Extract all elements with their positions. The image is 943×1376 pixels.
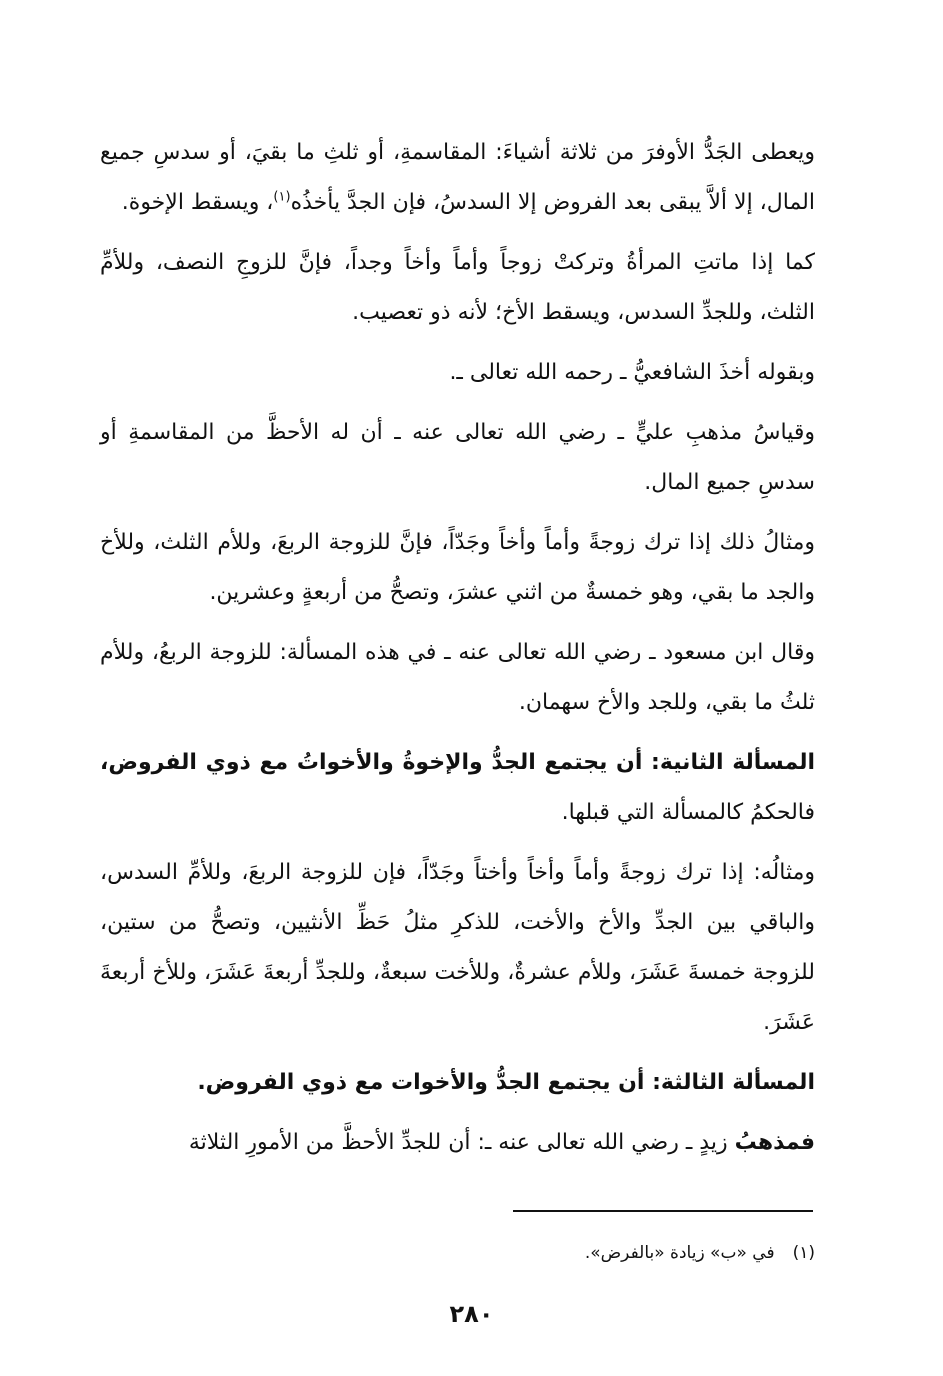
paragraph-1 bbox=[100, 128, 815, 228]
paragraph-5-text: ومثالُ ذلك إذا ترك زوجةً وأماً وأخاً وجَدّاً، فإنَّ للزوجة الربعَ، وللأم الثلث، وللأخ والجد ما بقي، وهو خمسةٌ من اثني عشرَ، وتصحُّ من أربعةٍ وعشرين. bbox=[100, 530, 815, 605]
footnote-text: في «ب» زيادة «بالفرض». bbox=[584, 1243, 775, 1263]
paragraph-4 bbox=[100, 408, 815, 508]
footnote-divider bbox=[513, 1210, 813, 1212]
paragraph-6 bbox=[100, 628, 815, 728]
paragraph-5 bbox=[100, 518, 815, 618]
paragraph-10-text: زيدٍ ـ رضي الله تعالى عنه ـ: أن للجدِّ الأحظَّ من الأمورِ الثلاثة bbox=[188, 1130, 735, 1155]
paragraph-8-text: ومثالُه: إذا ترك زوجةً وأماً وأخاً وأختاً وجَدّاً، فإن للزوجة الربعَ، وللأمِّ السدس، والباقي بين الجدِّ والأخ والأخت، للذكرِ مثلُ حَظِّ الأنثيين، وتصحُّ من ستين، للزوجة خمسةَ عَشَرَ، وللأم عشرةٌ، وللأخت سبعةٌ، وللجدِّ أربعةَ عَشَرَ، وللأخ أربعةَ عَشَرَ. bbox=[100, 860, 815, 1035]
paragraph-3-text: وبقوله أخذَ الشافعيُّ ـ رحمه الله تعالى ـ. bbox=[449, 360, 815, 385]
paragraph-8 bbox=[100, 848, 815, 1048]
footnote bbox=[585, 1238, 815, 1268]
section-heading-2 bbox=[100, 738, 815, 838]
footnote-ref-1[interactable]: (١) bbox=[273, 189, 291, 205]
paragraph-2 bbox=[100, 238, 815, 338]
paragraph-2-text: كما إذا ماتتِ المرأةُ وتركتْ زوجاً وأماً وأخاً وجداً، فإنَّ للزوجِ النصف، وللأمِّ الثلث، وللجدِّ السدس، ويسقط الأخ؛ لأنه ذو تعصيب. bbox=[100, 250, 815, 325]
section-heading-2-lead: المسألة الثانية: أن يجتمع الجدُّ والإخوةُ والأخواتُ مع ذوي الفروض، bbox=[100, 750, 815, 775]
section-heading-3 bbox=[100, 1058, 815, 1108]
footnote-number: (١) bbox=[792, 1243, 815, 1263]
paragraph-1-text: ويعطى الجَدُّ الأوفرَ من ثلاثة أشياءَ: المقاسمةِ، أو ثلثِ ما بقيَ، أو سدسِ جميع المال، إلا ألاَّ يبقى بعد الفروض إلا السدسُ، فإن الجدَّ يأخذُه bbox=[100, 140, 815, 215]
paragraph-3 bbox=[100, 348, 815, 398]
paragraph-6-text: وقال ابن مسعود ـ رضي الله تعالى عنه ـ في هذه المسألة: للزوجة الربعُ، وللأم ثلثُ ما بقي، وللجد والأخ سهمان. bbox=[100, 640, 815, 715]
page-number: ٢٨٠ bbox=[449, 1300, 494, 1328]
paragraph-1-tail: ، ويسقط الإخوة. bbox=[121, 190, 274, 215]
paragraph-10 bbox=[100, 1118, 815, 1168]
page-body bbox=[100, 128, 815, 1178]
section-heading-2-text: فالحكمُ كالمسألة التي قبلها. bbox=[561, 800, 815, 825]
paragraph-10-lead: فمذهبُ bbox=[734, 1130, 815, 1155]
section-heading-3-lead: المسألة الثالثة: أن يجتمع الجدُّ والأخوات مع ذوي الفروض. bbox=[197, 1070, 815, 1095]
paragraph-4-text: وقياسُ مذهبِ عليٍّ ـ رضي الله تعالى عنه ـ أن له الأحظَّ من المقاسمةِ أو سدسِ جميع المال. bbox=[100, 420, 815, 495]
